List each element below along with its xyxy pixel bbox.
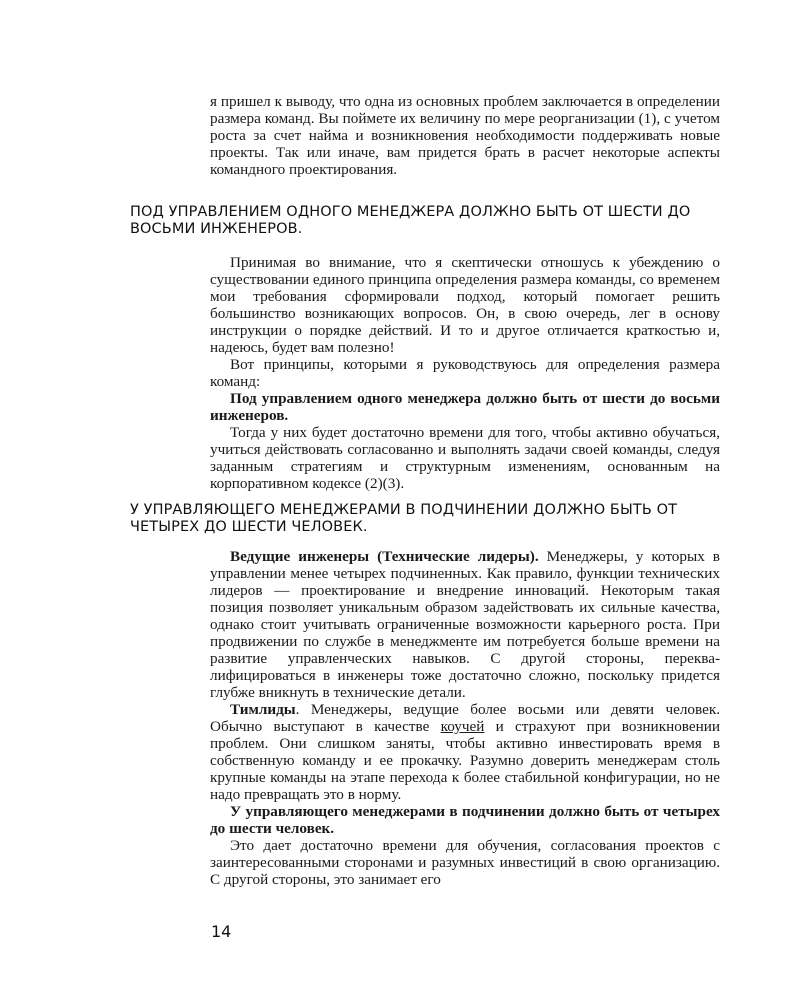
section-2-paragraph-4: Это дает достаточно времени для обучения, согласования проектов с заинтересованными сторонами и разумных инвестиций в свою организацию. С другой стороны, это занимает его: [210, 837, 720, 888]
section-2-paragraph-1: [210, 548, 720, 701]
section-heading-1: ПОД УПРАВЛЕНИЕМ ОДНОГО МЕНЕДЖЕРА ДОЛЖНО БЫТЬ ОТ ШЕСТИ ДО ВОСЬМИ ИНЖЕНЕРОВ.: [130, 204, 691, 237]
page-number: 14: [211, 922, 232, 941]
section-2-text-1: Менеджеры, у которых в управлении менее четырех подчиненных. Как правило, функции технических лидеров — проектирование и внедрение инноваций. Некоторым такая позиция позволяет уникальным образом задействовать их сильные качества, однако стоит учитывать ограниченные возможности карьерного роста. При продвижении по службе в менеджменте им потребуется больше времени на развитие управленческих навыков. С другой стороны, переквалифицироваться в инженеры тоже достаточно сложно, поскольку придется глубже вникнуть в технические детали.: [210, 548, 720, 701]
section-2-bold-term-2: Тимлиды: [230, 701, 296, 718]
section-2-text-2b: и страхуют при возникновении проблем. Они слишком заняты, чтобы активно инвестировать время в собственную команду и ее прокачку. Разумно доверить менеджерам столь крупные команды на этапе перехода к более стабильной конфигурации, но не надо превращать это в норму.: [210, 718, 720, 803]
section-2-paragraph-3: [210, 803, 720, 837]
intro-paragraph: я пришел к выводу, что одна из основных проблем заключается в определении размера команд. Вы поймете их величину по мере реорганизации (1), с учетом роста за счет найма и возникновения необходимости поддерживать новые проекты. Так или иначе, вам придется брать в расчет некоторые аспекты командного проектирования.: [210, 93, 720, 178]
section-1-paragraph-1: Принимая во внимание, что я скептически отношусь к убеждению о существовании единого принципа определения размера команды, со временем мои требования сформировали подход, который помогает решить большинство возникающих вопросов. Он, в свою очередь, лег в основу инструкции о порядке действий. И то и другое отличается краткостью и, надеюсь, будет вам полезно!: [210, 254, 720, 356]
section-2-bold-rule: У управляющего менеджерами в подчинении должно быть от четырех до шести человек.: [210, 803, 720, 837]
intro-block: [210, 93, 720, 178]
section-heading-2: У УПРАВЛЯЮЩЕГО МЕНЕДЖЕРАМИ В ПОДЧИНЕНИИ ДОЛЖНО БЫТЬ ОТ ЧЕТЫРЕХ ДО ШЕСТИ ЧЕЛОВЕК.: [130, 502, 678, 535]
section-1-paragraph-4: Тогда у них будет достаточно времени для того, чтобы активно обучаться, учиться действовать согласованно и выполнять задачи своей команды, следуя заданным стратегиям и структурным изменениям, основанным на корпоративном кодексе (2)(3).: [210, 424, 720, 492]
section-2-bold-term-1: Ведущие инженеры (Технические лидеры).: [230, 548, 539, 565]
section-1-paragraph-3: [210, 390, 720, 424]
section-1-bold-rule: Под управлением одного менеджера должно быть от шести до восьми инженеров.: [210, 390, 720, 424]
section-2-paragraph-2: [210, 701, 720, 803]
section-1-body: [210, 254, 720, 492]
section-2-underlined-term: коучей: [440, 718, 485, 735]
section-2-body: [210, 548, 720, 888]
section-2-text-2a: . Менеджеры, ведущие более восьми или девяти человек. Обычно выступают в качестве: [210, 701, 720, 735]
section-1-paragraph-2: Вот принципы, которыми я руководствуюсь для определения размера команд:: [210, 356, 720, 390]
